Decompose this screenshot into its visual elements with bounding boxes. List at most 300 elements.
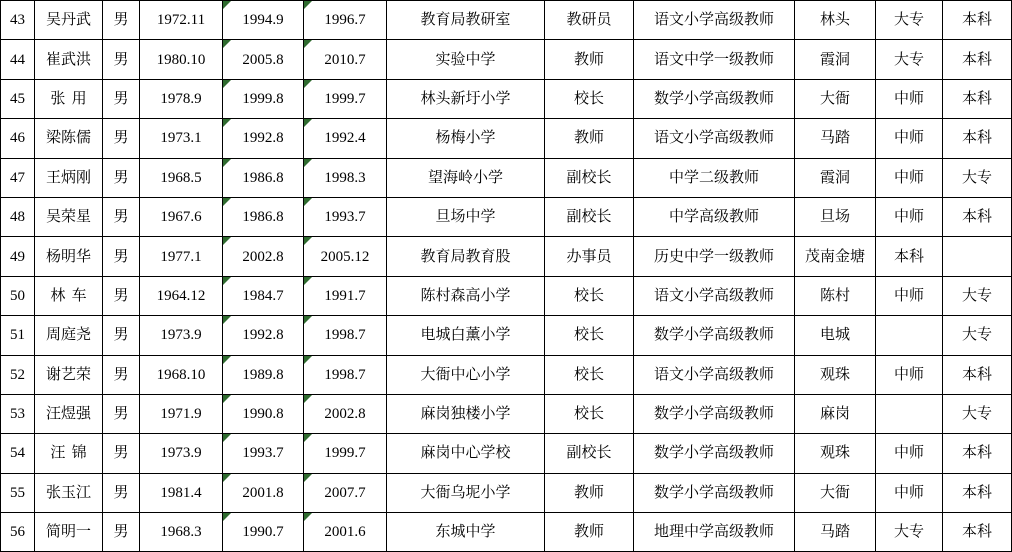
cell-current-post-text: 1998.7 (324, 327, 366, 344)
cell-serial-number (1, 119, 35, 158)
cell-duty-text: 教研员 (566, 11, 612, 29)
cell-serial-number (1, 316, 35, 355)
cell-birth-date (140, 237, 223, 276)
cell-duty (545, 394, 634, 433)
cell-professional-title-text: 历史中学一级教师 (653, 247, 774, 265)
cell-first-education-text: 中师 (893, 129, 924, 147)
cell-town-text: 观珠 (819, 365, 850, 383)
cell-work-start (223, 1, 304, 40)
cell-current-post-text: 2005.12 (320, 248, 370, 265)
cell-name (35, 1, 103, 40)
cell-town (795, 316, 876, 355)
cell-work-start (223, 197, 304, 236)
cell-work-start (223, 79, 304, 118)
cell-serial-number (1, 158, 35, 197)
cell-duty (545, 355, 634, 394)
cell-professional-title-text: 数学小学高级教师 (653, 326, 774, 344)
cell-sex-text: 男 (113, 168, 129, 186)
cell-work-start-text: 1990.8 (242, 406, 284, 423)
cell-duty-text: 教师 (573, 483, 604, 501)
cell-work-unit-text: 电城白薰小学 (420, 326, 511, 344)
cell-second-education (943, 355, 1012, 394)
cell-name-text: 张玉江 (45, 483, 91, 501)
cell-first-education-text: 中师 (893, 444, 924, 462)
cell-second-education-text: 大专 (961, 405, 992, 423)
cell-professional-title (634, 394, 795, 433)
cell-serial-number-text: 43 (10, 12, 25, 29)
cell-professional-title (634, 79, 795, 118)
cell-town (795, 513, 876, 552)
cell-birth-date (140, 276, 223, 315)
cell-professional-title (634, 119, 795, 158)
cell-first-education-text: 大专 (893, 11, 924, 29)
cell-second-education-text: 大专 (961, 168, 992, 186)
cell-town-text: 麻岗 (819, 405, 850, 423)
table-row (1, 197, 1012, 236)
cell-name-text: 汪煜强 (45, 405, 91, 423)
cell-professional-title-text: 数学小学高级教师 (653, 444, 774, 462)
cell-town (795, 237, 876, 276)
cell-first-education (876, 394, 943, 433)
cell-professional-title-text: 数学小学高级教师 (653, 89, 774, 107)
cell-name-text: 梁陈儒 (45, 129, 91, 147)
cell-duty (545, 158, 634, 197)
cell-duty (545, 119, 634, 158)
cell-second-education (943, 513, 1012, 552)
cell-birth-date-text: 1980.10 (156, 51, 206, 68)
cell-professional-title-text: 语文中学一级教师 (653, 50, 774, 68)
cell-work-unit-text: 教育局教研室 (420, 11, 511, 29)
cell-name (35, 40, 103, 79)
cell-serial-number (1, 40, 35, 79)
cell-work-start (223, 434, 304, 473)
cell-serial-number (1, 276, 35, 315)
cell-birth-date-text: 1971.9 (160, 406, 202, 423)
cell-current-post (304, 197, 387, 236)
cell-sex (103, 355, 140, 394)
cell-duty-text: 副校长 (566, 444, 612, 462)
cell-current-post (304, 40, 387, 79)
cell-name (35, 394, 103, 433)
cell-work-unit (387, 276, 545, 315)
cell-second-education-text: 本科 (961, 483, 992, 501)
cell-town-text: 茂南金塘 (804, 247, 865, 265)
cell-work-unit (387, 197, 545, 236)
cell-work-unit (387, 119, 545, 158)
cell-birth-date-text: 1978.9 (160, 90, 202, 107)
table-row (1, 40, 1012, 79)
cell-first-education (876, 40, 943, 79)
cell-name (35, 316, 103, 355)
cell-serial-number-text: 45 (10, 90, 25, 107)
cell-professional-title-text: 数学小学高级教师 (653, 405, 774, 423)
cell-current-post-text: 2002.8 (324, 406, 366, 423)
cell-sex-text: 男 (113, 11, 129, 29)
cell-first-education (876, 276, 943, 315)
cell-name-text: 张用 (50, 89, 93, 107)
cell-serial-number-text: 47 (10, 169, 25, 186)
cell-duty (545, 1, 634, 40)
cell-serial-number-text: 54 (10, 445, 25, 462)
cell-duty-text: 办事员 (566, 247, 612, 265)
cell-birth-date-text: 1968.10 (156, 366, 206, 383)
cell-serial-number-text: 46 (10, 130, 25, 147)
cell-current-post-text: 2007.7 (324, 484, 366, 501)
cell-birth-date-text: 1981.4 (160, 484, 202, 501)
cell-work-start (223, 276, 304, 315)
cell-second-education-text: 本科 (961, 208, 992, 226)
cell-duty-text: 校长 (573, 89, 604, 107)
cell-work-start (223, 316, 304, 355)
cell-first-education-text: 大专 (893, 50, 924, 68)
cell-work-start (223, 119, 304, 158)
cell-serial-number (1, 355, 35, 394)
cell-second-education (943, 79, 1012, 118)
cell-first-education (876, 1, 943, 40)
cell-work-start-text: 1986.8 (242, 169, 284, 186)
cell-serial-number-text: 56 (10, 524, 25, 541)
cell-sex (103, 473, 140, 512)
cell-work-unit (387, 513, 545, 552)
cell-work-unit-text: 实验中学 (435, 50, 496, 68)
cell-work-unit (387, 434, 545, 473)
cell-duty (545, 316, 634, 355)
cell-birth-date (140, 1, 223, 40)
cell-professional-title-text: 语文小学高级教师 (653, 365, 774, 383)
cell-second-education (943, 197, 1012, 236)
cell-name-text: 崔武洪 (45, 50, 91, 68)
cell-professional-title (634, 40, 795, 79)
cell-second-education (943, 276, 1012, 315)
cell-first-education (876, 434, 943, 473)
cell-work-start-text: 1989.8 (242, 366, 284, 383)
cell-birth-date-text: 1972.11 (156, 12, 206, 29)
cell-serial-number-text: 48 (10, 209, 25, 226)
cell-sex-text: 男 (113, 483, 129, 501)
cell-sex (103, 197, 140, 236)
table-row (1, 473, 1012, 512)
cell-birth-date (140, 40, 223, 79)
cell-current-post (304, 473, 387, 512)
cell-name (35, 197, 103, 236)
cell-duty (545, 237, 634, 276)
cell-serial-number-text: 50 (10, 287, 25, 304)
cell-professional-title (634, 434, 795, 473)
cell-work-unit-text: 林头新圩小学 (420, 89, 511, 107)
cell-town-text: 霞洞 (819, 168, 850, 186)
cell-duty-text: 教师 (573, 50, 604, 68)
cell-first-education (876, 473, 943, 512)
cell-birth-date-text: 1968.3 (160, 524, 202, 541)
cell-birth-date (140, 197, 223, 236)
cell-birth-date (140, 434, 223, 473)
cell-duty-text: 校长 (573, 405, 604, 423)
cell-current-post-text: 1998.3 (324, 169, 366, 186)
cell-duty (545, 79, 634, 118)
table-row (1, 434, 1012, 473)
cell-town-text: 林头 (819, 11, 850, 29)
cell-second-education (943, 394, 1012, 433)
cell-name (35, 276, 103, 315)
cell-current-post-text: 2001.6 (324, 524, 366, 541)
cell-sex-text: 男 (113, 286, 129, 304)
cell-work-start (223, 355, 304, 394)
cell-duty (545, 513, 634, 552)
cell-second-education (943, 1, 1012, 40)
cell-first-education (876, 355, 943, 394)
cell-serial-number-text: 44 (10, 51, 25, 68)
cell-work-unit (387, 237, 545, 276)
cell-second-education-text: 本科 (961, 129, 992, 147)
cell-current-post (304, 434, 387, 473)
cell-second-education-text: 大专 (961, 286, 992, 304)
cell-town-text: 大衙 (819, 89, 850, 107)
cell-duty-text: 校长 (573, 326, 604, 344)
cell-work-unit-text: 东城中学 (435, 523, 496, 541)
cell-duty (545, 197, 634, 236)
cell-first-education-text: 大专 (893, 523, 924, 541)
cell-birth-date (140, 79, 223, 118)
cell-birth-date-text: 1977.1 (160, 248, 202, 265)
cell-professional-title (634, 197, 795, 236)
cell-name-text: 简明一 (45, 523, 91, 541)
cell-first-education-text: 中师 (893, 286, 924, 304)
cell-serial-number (1, 1, 35, 40)
cell-serial-number-text: 51 (10, 327, 25, 344)
cell-duty-text: 校长 (573, 286, 604, 304)
cell-first-education-text: 中师 (893, 365, 924, 383)
cell-current-post (304, 355, 387, 394)
cell-birth-date (140, 316, 223, 355)
cell-current-post (304, 1, 387, 40)
cell-work-unit-text: 望海岭小学 (427, 168, 503, 186)
cell-sex-text: 男 (113, 365, 129, 383)
cell-work-start (223, 473, 304, 512)
cell-first-education (876, 79, 943, 118)
cell-town (795, 79, 876, 118)
cell-professional-title-text: 语文小学高级教师 (653, 11, 774, 29)
cell-name-text: 周庭尧 (45, 326, 91, 344)
cell-work-start-text: 1986.8 (242, 209, 284, 226)
cell-sex-text: 男 (113, 405, 129, 423)
cell-professional-title (634, 316, 795, 355)
cell-professional-title (634, 158, 795, 197)
cell-work-start-text: 1990.7 (242, 524, 284, 541)
cell-professional-title-text: 语文小学高级教师 (653, 129, 774, 147)
cell-work-start-text: 1994.9 (242, 12, 284, 29)
cell-work-unit (387, 158, 545, 197)
cell-work-unit-text: 大衙乌坭小学 (420, 483, 511, 501)
table-row (1, 355, 1012, 394)
cell-sex (103, 276, 140, 315)
cell-town-text: 旦场 (819, 208, 850, 226)
cell-sex (103, 513, 140, 552)
cell-professional-title (634, 276, 795, 315)
cell-first-education (876, 119, 943, 158)
cell-current-post-text: 1999.7 (324, 445, 366, 462)
cell-first-education-text: 中师 (893, 483, 924, 501)
table-row (1, 276, 1012, 315)
table-row (1, 316, 1012, 355)
cell-birth-date-text: 1967.6 (160, 209, 202, 226)
cell-sex-text: 男 (113, 444, 129, 462)
cell-birth-date (140, 473, 223, 512)
cell-serial-number (1, 79, 35, 118)
cell-first-education (876, 316, 943, 355)
cell-birth-date-text: 1968.5 (160, 169, 202, 186)
cell-work-start-text: 2005.8 (242, 51, 284, 68)
cell-name (35, 513, 103, 552)
table-row (1, 79, 1012, 118)
cell-work-start (223, 158, 304, 197)
cell-current-post (304, 394, 387, 433)
cell-work-unit-text: 杨梅小学 (435, 129, 496, 147)
cell-professional-title-text: 语文小学高级教师 (653, 286, 774, 304)
cell-second-education-text: 本科 (961, 365, 992, 383)
cell-town-text: 大衙 (819, 483, 850, 501)
cell-town-text: 观珠 (819, 444, 850, 462)
cell-sex (103, 237, 140, 276)
cell-town (795, 40, 876, 79)
cell-professional-title (634, 1, 795, 40)
cell-birth-date (140, 119, 223, 158)
cell-first-education (876, 158, 943, 197)
cell-birth-date-text: 1973.1 (160, 130, 202, 147)
cell-current-post-text: 2010.7 (324, 51, 366, 68)
cell-serial-number (1, 394, 35, 433)
cell-serial-number-text: 53 (10, 406, 25, 423)
cell-work-start-text: 1992.8 (242, 130, 284, 147)
cell-town (795, 276, 876, 315)
cell-name-text: 王炳刚 (45, 168, 91, 186)
cell-name-text: 林车 (50, 286, 93, 304)
cell-name (35, 237, 103, 276)
cell-town (795, 434, 876, 473)
cell-work-start (223, 394, 304, 433)
cell-current-post (304, 276, 387, 315)
cell-duty-text: 教师 (573, 129, 604, 147)
cell-town (795, 119, 876, 158)
cell-serial-number (1, 434, 35, 473)
cell-birth-date (140, 513, 223, 552)
cell-current-post-text: 1999.7 (324, 90, 366, 107)
cell-second-education (943, 316, 1012, 355)
cell-second-education-text: 本科 (961, 89, 992, 107)
cell-second-education (943, 119, 1012, 158)
cell-town (795, 355, 876, 394)
cell-sex (103, 158, 140, 197)
cell-first-education-text: 中师 (893, 168, 924, 186)
cell-second-education-text: 大专 (961, 326, 992, 344)
cell-sex (103, 1, 140, 40)
cell-sex (103, 40, 140, 79)
cell-name (35, 119, 103, 158)
cell-work-start-text: 2002.8 (242, 248, 284, 265)
cell-name (35, 355, 103, 394)
cell-second-education (943, 434, 1012, 473)
cell-duty-text: 校长 (573, 365, 604, 383)
cell-professional-title (634, 473, 795, 512)
cell-current-post-text: 1993.7 (324, 209, 366, 226)
cell-first-education (876, 197, 943, 236)
cell-current-post-text: 1991.7 (324, 287, 366, 304)
cell-work-start (223, 513, 304, 552)
cell-sex-text: 男 (113, 247, 129, 265)
cell-name-text: 谢艺荣 (45, 365, 91, 383)
cell-town (795, 197, 876, 236)
cell-birth-date-text: 1973.9 (160, 445, 202, 462)
cell-professional-title (634, 355, 795, 394)
cell-first-education (876, 237, 943, 276)
cell-name-text: 吴荣星 (45, 208, 91, 226)
cell-town-text: 电城 (819, 326, 850, 344)
cell-first-education (876, 513, 943, 552)
cell-sex-text: 男 (113, 89, 129, 107)
cell-name (35, 434, 103, 473)
cell-professional-title-text: 中学二级教师 (668, 168, 759, 186)
cell-name-text: 吴丹武 (45, 11, 91, 29)
cell-second-education (943, 158, 1012, 197)
cell-name (35, 79, 103, 118)
cell-work-unit-text: 麻岗独楼小学 (420, 405, 511, 423)
table-row (1, 513, 1012, 552)
table-row (1, 394, 1012, 433)
cell-sex-text: 男 (113, 208, 129, 226)
cell-work-unit (387, 473, 545, 512)
cell-current-post (304, 79, 387, 118)
cell-work-unit-text: 大衙中心小学 (420, 365, 511, 383)
table-row (1, 1, 1012, 40)
cell-duty-text: 副校长 (566, 208, 612, 226)
cell-name (35, 473, 103, 512)
cell-serial-number-text: 52 (10, 366, 25, 383)
cell-serial-number (1, 513, 35, 552)
cell-birth-date-text: 1964.12 (156, 287, 206, 304)
cell-sex (103, 79, 140, 118)
cell-birth-date (140, 355, 223, 394)
cell-work-start-text: 1984.7 (242, 287, 284, 304)
cell-sex-text: 男 (113, 50, 129, 68)
cell-sex-text: 男 (113, 523, 129, 541)
cell-serial-number-text: 49 (10, 248, 25, 265)
cell-town-text: 马踏 (819, 129, 850, 147)
cell-second-education (943, 237, 1012, 276)
cell-work-unit-text: 旦场中学 (435, 208, 496, 226)
cell-town-text: 霞洞 (819, 50, 850, 68)
cell-work-unit (387, 394, 545, 433)
cell-work-unit (387, 79, 545, 118)
cell-duty-text: 副校长 (566, 168, 612, 186)
cell-town (795, 473, 876, 512)
cell-current-post-text: 1998.7 (324, 366, 366, 383)
cell-professional-title (634, 237, 795, 276)
cell-sex (103, 434, 140, 473)
cell-duty (545, 40, 634, 79)
cell-sex (103, 316, 140, 355)
cell-work-unit-text: 麻岗中心学校 (420, 444, 511, 462)
cell-current-post (304, 316, 387, 355)
cell-town (795, 158, 876, 197)
cell-work-start-text: 1999.8 (242, 90, 284, 107)
cell-second-education-text: 本科 (961, 11, 992, 29)
cell-current-post (304, 158, 387, 197)
cell-second-education-text: 本科 (961, 444, 992, 462)
cell-serial-number (1, 473, 35, 512)
table-row (1, 158, 1012, 197)
cell-birth-date (140, 394, 223, 433)
cell-sex-text: 男 (113, 129, 129, 147)
cell-second-education (943, 40, 1012, 79)
